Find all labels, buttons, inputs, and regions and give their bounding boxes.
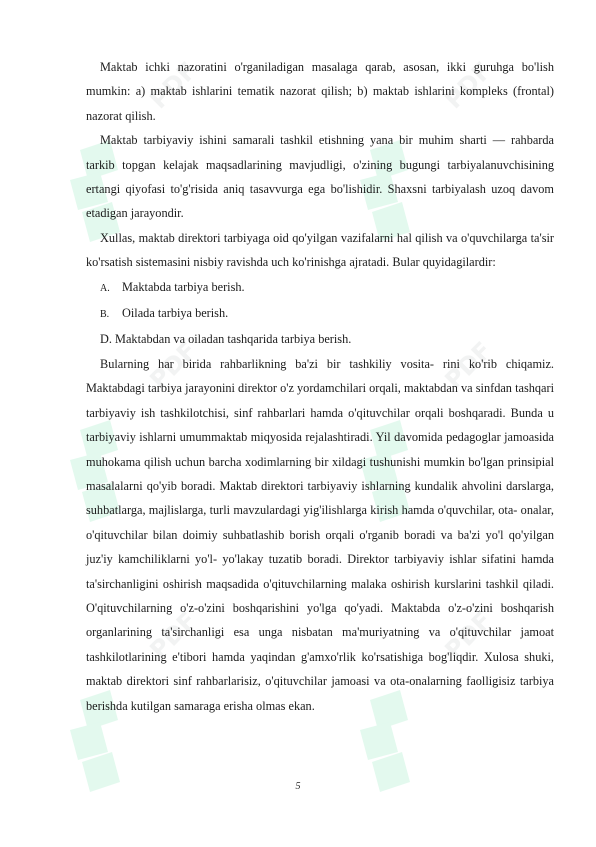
svg-text:PDF: PDF [144, 606, 203, 665]
svg-text:PDF: PDF [439, 56, 498, 115]
page-number: 5 [295, 781, 301, 792]
list-marker-a: A. [100, 282, 110, 294]
svg-text:PDF: PDF [144, 336, 203, 395]
list-text-a: Maktabda tarbiya berish. [122, 279, 245, 294]
paragraph-goals: Maktab tarbiyaviy ishini samarali tashkil etishning yana bir muhim sharti — rahbarda tarkib topgan kelajak maqsadlarining mavjudligi, o'zining bugungi tarbiyalanuvchisining ertangi qiyofasi to'g'risida aniq tasavvurga ega bo'lishidir. Shaxsni tarbiyalash uzoq davom etadigan jarayondir. [86, 133, 554, 221]
paragraph-inspection-types: Maktab ichki nazoratini o'rganiladigan masalaga qarab, asosan, ikki guruhga bo'lish mumkin: a) maktab ishlarini tematik nazorat qilish; b) maktab ishlarini kompleks (frontal) nazorat qilish. [86, 60, 554, 123]
paragraph-summary-intro: Xullas, maktab direktori tarbiyaga oid qo'yilgan vazifalarni hal qilish va o'quvchilarga ta'sir ko'rsatish sistemasini nisbiy ravishda uch ko'rinishga ajratadi. Bular quyidagilardir: [86, 230, 554, 270]
list-marker-b: B. [100, 309, 110, 321]
document-body [86, 55, 554, 718]
list-text-d: D. Maktabdan va oiladan tashqarida tarbiya berish. [100, 332, 352, 347]
paragraph-leadership: Bularning har birida rahbarlikning ba'zi bir tashkiliy vosita- rini ko'rib chiqamiz. Maktabdagi tarbiya jarayonini direktor o'z yordamchilari orqali, maktabdan va sinfdan tashqari tarbiyaviy ish tashkilotchisi, sinf rahbarlari hamda o'qituvchilar orqali boshqaradi. Bunda u tarbiyaviy ishlarni umummaktab miqyosida rejalashtiradi. Yil davomida pedagoglar jamoasida muhokama qilish uchun barcha xodimlarning bir xildagi tushunishi mumkin bo'lgan prinsipial masalalarni qo'yib boradi. Maktab direktori tarbiyaviy ishlarning kundalik ahvolini darslarga, suhbatlarga, majlislarga, turli mavzulardagi yig'ilishlarga kirish hamda o'quvchilar, ota- onalar, o'qituvchilar bilan doimiy suhbatlashib borish orqali o'rganib boradi va ba'zi yo'l qo'yilgan juz'iy kamchiliklarni yo'l- yo'lakay tuzatib boradi. Direktor tarbiyaviy ishlar sifatini hamda ta'sirchanligini oshirish maqsadida o'qituvchilarning malaka oshirish kurslarini tashkil qiladi. O'qituvchilarning o'z-o'zini boshqarishini yo'lga qo'yadi. Maktabda o'z-o'zini boshqarish organlarining ta'sirchanligi esa unga nisbatan ma'muriyatning va o'qituvchilar jamoat tashkilotlarining e'tibori hamda yaqindan g'amxo'rlik ko'rsatishiga bog'liqdir. Xulosa shuki, maktab direktori sinf rahbarlarisiz, o'qituvchilar jamoasi va ota-onalarning faolligisiz tarbiya berishda kutilgan samaraga erisha olmas ekan. [86, 356, 554, 713]
svg-text:PDF: PDF [144, 56, 203, 115]
list-item-outside [86, 327, 554, 351]
list-item-school [86, 275, 554, 301]
svg-text:PDF: PDF [439, 336, 498, 395]
list-text-b: Oilada tarbiya berish. [122, 306, 229, 321]
svg-text:PDF: PDF [439, 606, 498, 665]
list-item-family [86, 301, 554, 327]
